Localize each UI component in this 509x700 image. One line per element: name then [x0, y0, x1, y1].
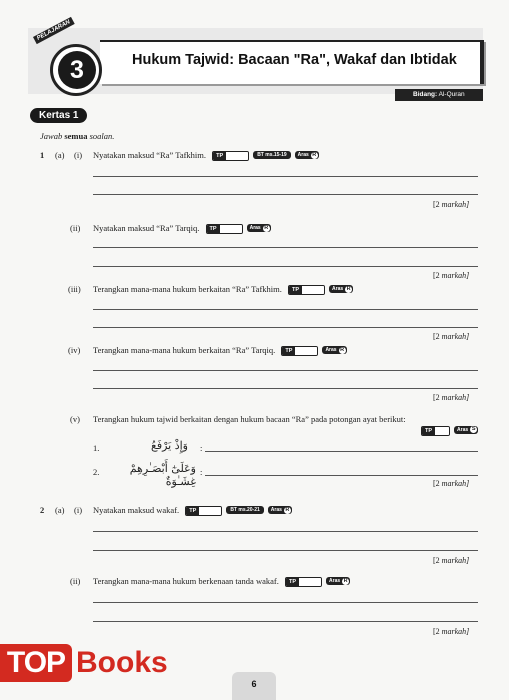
aras-badge	[247, 224, 271, 232]
section-label: Kertas 1	[30, 108, 87, 123]
badges	[212, 151, 319, 161]
bt-reference: BT ms.20-21	[226, 506, 263, 514]
mark-value: [2	[433, 556, 440, 565]
mark-value: [2	[433, 393, 440, 402]
tp-label: TP	[422, 427, 435, 435]
mark-value: [2	[433, 200, 440, 209]
tp-blank	[295, 347, 317, 355]
sub-i: (i)	[74, 150, 83, 160]
tp-label: TP	[289, 286, 302, 294]
question-1aiv	[93, 345, 347, 356]
field-badge	[395, 89, 483, 101]
tp-box[interactable]	[421, 426, 450, 436]
answer-line[interactable]	[93, 309, 478, 310]
instruction-italic: Jawab	[40, 131, 63, 141]
aras-badge	[454, 426, 478, 434]
aras-label: Aras	[332, 286, 344, 293]
tp-box[interactable]	[288, 285, 325, 295]
badge-row	[421, 426, 478, 436]
tp-label: TP	[213, 152, 226, 160]
answer-line[interactable]	[93, 327, 478, 328]
question-text: Terangkan mana-mana hukum berkaitan “Ra” Tarqiq.	[93, 345, 276, 355]
watermark-logo: TOP	[0, 644, 72, 682]
aras-label: Aras	[329, 578, 341, 585]
tp-blank	[220, 225, 242, 233]
ayat-number: 2.	[93, 467, 100, 477]
part-a: (a)	[55, 150, 65, 160]
mark-label	[433, 479, 469, 488]
question-text: Nyatakan maksud “Ra” Tarqiq.	[93, 223, 200, 233]
question-number	[40, 505, 44, 515]
aras-level: R	[343, 577, 348, 584]
question-text: Nyatakan maksud wakaf.	[93, 505, 180, 515]
mark-value: [2	[433, 479, 440, 488]
mark-label	[433, 627, 469, 636]
sub-iii: (iii)	[68, 284, 81, 294]
tp-box[interactable]	[281, 346, 318, 356]
tp-blank	[299, 578, 321, 586]
mark-label	[433, 200, 469, 209]
sub-v: (v)	[70, 414, 80, 424]
field-label: Bidang:	[413, 91, 438, 98]
ayat-text: وَإِذْ يَرْفَعُ	[150, 439, 188, 452]
question-1aiii	[93, 284, 353, 295]
bt-reference: BT ms.15-19	[253, 151, 290, 159]
aras-level: R	[264, 224, 269, 231]
aras-badge	[295, 151, 319, 159]
question-2ai	[93, 505, 292, 516]
sub-ii: (ii)	[70, 223, 81, 233]
lesson-tag: PELAJARAN	[33, 17, 74, 44]
tp-blank	[199, 507, 221, 515]
aras-badge	[268, 506, 292, 514]
answer-line[interactable]	[205, 475, 478, 476]
aras-level: R	[285, 506, 290, 513]
field-value: Al-Quran	[438, 91, 465, 98]
question-1ai	[93, 150, 319, 161]
q1-num: 1	[40, 150, 45, 160]
sub-i: (i)	[74, 505, 83, 515]
question-number	[40, 150, 44, 160]
mark-word: markah]	[441, 556, 470, 565]
tp-label: TP	[186, 507, 199, 515]
instruction-rest: soalan.	[89, 131, 115, 141]
instruction	[40, 131, 114, 141]
badges	[281, 346, 346, 356]
answer-line[interactable]	[93, 388, 478, 389]
tp-box[interactable]	[212, 151, 249, 161]
aras-label: Aras	[249, 225, 261, 232]
q2-num: 2	[40, 505, 45, 515]
badges	[206, 224, 271, 234]
tp-box[interactable]	[206, 224, 243, 234]
instruction-bold: semua	[64, 131, 88, 141]
tp-blank	[302, 286, 324, 294]
sub-ii: (ii)	[70, 576, 81, 586]
mark-word: markah]	[441, 393, 470, 402]
mark-word: markah]	[441, 627, 470, 636]
page-number: 6	[232, 672, 276, 700]
tp-box[interactable]	[285, 577, 322, 587]
answer-line[interactable]	[93, 266, 478, 267]
answer-line[interactable]	[205, 451, 478, 452]
mark-word: markah]	[441, 479, 470, 488]
aras-label: Aras	[325, 347, 337, 354]
tp-label: TP	[286, 578, 299, 586]
answer-line[interactable]	[93, 550, 478, 551]
question-2aii	[93, 576, 350, 587]
watermark-text: Books	[76, 646, 168, 679]
mark-value: [2	[433, 627, 440, 636]
mark-value: [2	[433, 271, 440, 280]
mark-word: markah]	[441, 271, 470, 280]
aras-badge	[322, 346, 346, 354]
tp-blank	[435, 427, 449, 435]
page-title: Hukum Tajwid: Bacaan "Ra", Wakaf dan Ibtidak	[132, 52, 457, 68]
aras-badge	[329, 285, 353, 293]
aras-label: Aras	[457, 426, 469, 433]
mark-label	[433, 271, 469, 280]
answer-line[interactable]	[93, 602, 478, 603]
answer-line[interactable]	[93, 247, 478, 248]
badges	[288, 285, 353, 295]
aras-level: R	[340, 346, 345, 353]
answer-line[interactable]	[93, 621, 478, 622]
mark-word: markah]	[441, 200, 470, 209]
badges	[285, 577, 350, 587]
mark-word: markah]	[441, 332, 470, 341]
question-text: Terangkan mana-mana hukum berkaitan “Ra” Tafkhim.	[93, 284, 282, 294]
aras-badge	[326, 577, 350, 585]
answer-line[interactable]	[93, 531, 478, 532]
colon: :	[200, 467, 203, 477]
part-a: (a)	[55, 505, 65, 515]
badges	[421, 425, 478, 436]
answer-line[interactable]	[93, 194, 478, 195]
answer-line[interactable]	[93, 176, 478, 177]
aras-label: Aras	[297, 152, 309, 159]
mark-value: [2	[433, 332, 440, 341]
aras-level: R	[346, 285, 351, 292]
question-1aii	[93, 223, 271, 234]
answer-line[interactable]	[93, 370, 478, 371]
aras-level: S	[471, 426, 476, 433]
aras-level: R	[312, 151, 317, 158]
mark-label	[433, 332, 469, 341]
question-text: Terangkan mana-mana hukum berkenaan tanda wakaf.	[93, 576, 279, 586]
colon: :	[200, 443, 203, 453]
sub-iv: (iv)	[68, 345, 81, 355]
badges	[185, 506, 292, 516]
ayat-text: وَعَلَىٰٓ أَبْصَـٰرِهِمْ غِشَـٰوَةٌ	[129, 462, 196, 488]
aras-label: Aras	[270, 507, 282, 514]
question-1av: Terangkan hukum tajwid berkaitan dengan hukum bacaan “Ra” pada potongan ayat berikut:	[93, 414, 406, 424]
tp-box[interactable]	[185, 506, 222, 516]
lesson-number: 3	[58, 51, 96, 89]
mark-label	[433, 556, 469, 565]
tp-blank	[226, 152, 248, 160]
ayat-number: 1.	[93, 443, 100, 453]
tp-label: TP	[207, 225, 220, 233]
question-text: Nyatakan maksud “Ra” Tafkhim.	[93, 150, 207, 160]
tp-label: TP	[282, 347, 295, 355]
mark-label	[433, 393, 469, 402]
